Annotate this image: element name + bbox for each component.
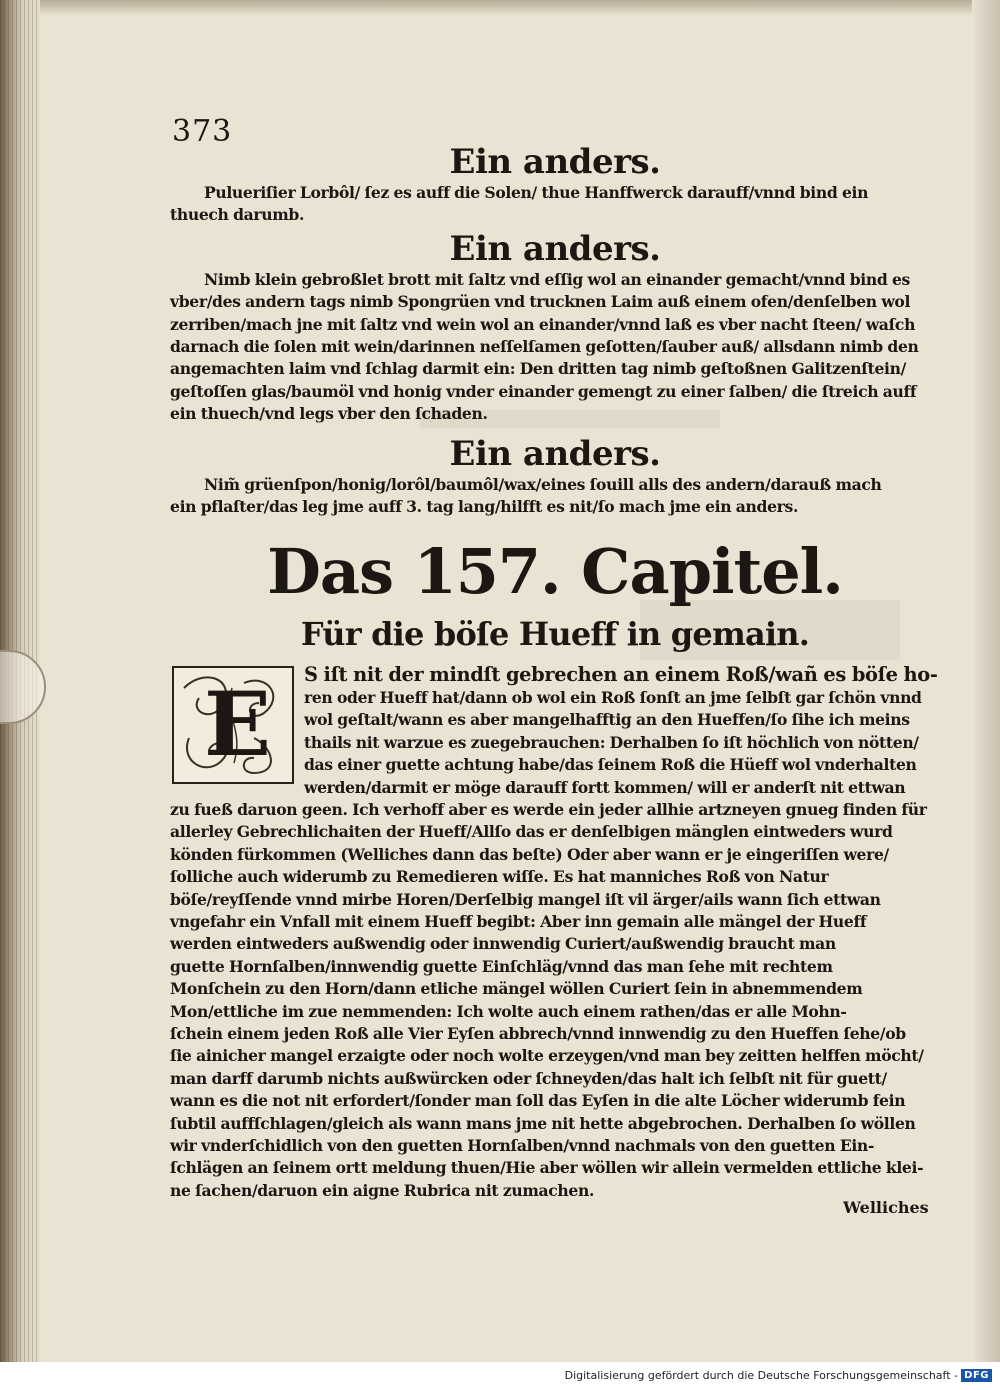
text-line: ſchein einem jeden Roß alle Vier Eyſen abbrech/vnnd innwendig zu den Hueffen ſehe/ob (170, 1023, 906, 1043)
page-number: 373 (172, 114, 233, 149)
text-line: das einer guette achtung habe/das ſeinem Roß die Hüeff wol vnderhalten (304, 755, 917, 775)
text-line: zerriben/mach jne mit ſaltz vnd wein wol an einander/vnnd laß es vber nacht ſteen/ waſch (170, 314, 916, 334)
chapter-title: Das 157. Capitel. (267, 535, 843, 609)
page-right-edge (972, 0, 1000, 1362)
text-line: vngefahr ein Vnfall mit einem Hueff begibt: Aber inn gemain alle mängel der Hueff (170, 911, 867, 931)
text-line: S iſt nit der mindſt gebrechen an einem Roß/wañ es böſe ho- (304, 663, 938, 687)
text-line: Monſchein zu den Horn/dann etliche mängel wöllen Curiert ſein in abnemmendem (170, 979, 863, 999)
text-line: Nimb klein gebroßlet brott mit ſaltz vnd eſſig wol an einander gemacht/vnnd bind es (204, 269, 910, 289)
text-line: werden/darmit er möge darauff fortt kommen/ will er anderſt nit ettwan (304, 777, 906, 797)
text-line: wir vnderſchidlich von den guetten Hornſalben/vnnd nachmals von den guetten Ein- (170, 1136, 875, 1155)
chapter-paragraph (170, 664, 940, 1202)
text-line: wann es die not nit erfordert/ſonder man ſoll das Eyſen in die alte Löcher widerumb fein (170, 1091, 906, 1111)
initial-letter: E (204, 672, 271, 777)
dfg-logo-icon: DFG (961, 1369, 992, 1382)
footer (0, 1362, 1000, 1390)
text-line: angemachten laim vnd ſchlag darmit ein: Den dritten tag nimb geſtoßnen Galitzenſtein/ (170, 359, 906, 379)
text-line: böſe/reyſſende vnnd mirbe Horen/Derſelbig mangel iſt vil ärger/ails wann ſich ettwan (170, 889, 881, 909)
text-line: thuech darumb. (170, 205, 305, 225)
section-heading: Ein anders. (449, 433, 661, 474)
text-line: ein thuech/vnd legs vber den ſchaden. (170, 404, 488, 424)
section-heading: Ein anders. (449, 142, 661, 182)
page-top-edge (40, 0, 1000, 16)
text-line: ſubtil auffſchlagen/gleich als wann mans jme nit hette abgebrochen. Derhalben ſo wöllen (170, 1113, 916, 1133)
text-line: wol geſtalt/wann es aber mangelhafftig an den Hueffen/ſo ſihe ich meins (304, 710, 910, 730)
text-line: ſolliche auch widerumb zu Remedieren wiſſe. Es hat manniches Roß von Natur (170, 867, 829, 887)
section-paragraph (170, 474, 940, 519)
text-line: man darff darumb nichts außwürcken oder ſchneyden/das halt ich ſelbſt nit für guett/ (170, 1068, 887, 1088)
text-line: allerley Gebrechlichaiten der Hueff/Allſo das er denſelbigen mänglen eintweders wurd (170, 822, 893, 842)
section-paragraph (170, 182, 940, 227)
text-line: zu fueß daruon geen. Ich verhoff aber es werde ein jeder allhie artzneyen gnueg finden für (170, 799, 927, 819)
text-line: guette Hornſalben/innwendig guette Einſchläg/vnnd das man ſehe mit rechtem (170, 956, 833, 976)
text-block (170, 112, 940, 1202)
section-heading: Ein anders. (449, 228, 661, 269)
catchword: Welliches (843, 1198, 929, 1217)
text-line: Pulueriſier Lorbôl/ ſez es auff die Solen/ thue Hanffwerck darauff/vnnd bind ein (204, 183, 869, 202)
funding-credit: Digitalisierung gefördert durch die Deutsche Forschungsgemeinschaft - (564, 1369, 958, 1382)
text-line: thails nit warzue es zuegebrauchen: Derhalben ſo iſt höchlich von nötten/ (304, 732, 919, 752)
text-line: werden eintweders außwendig oder innwendig Curiert/außwendig braucht man (170, 934, 836, 954)
decorated-initial (172, 666, 294, 784)
text-line: Mon/ettliche im zue nemmenden: Ich wolte auch einem rathen/das er alle Mohn- (170, 1001, 847, 1021)
text-line: darnach die ſolen mit wein/darinnen neſſelſamen geſotten/ſauber auß/ allsdann nimb den (170, 337, 919, 357)
text-line: könden fürkommen (Welliches dann das beſte) Oder aber wann er je eingeriſſen were/ (170, 844, 889, 864)
text-line: ein pflaſter/das leg jme auff 3. tag lang/hilfft es nit/ſo mach jme ein anders. (170, 497, 799, 517)
text-line: Nim̃ grüenſpon/honig/lorôl/baumôl/wax/eines ſouill alls des andern/darauß mach (204, 474, 882, 494)
text-line: geſtoſſen glas/baumöl vnd honig vnder einander gemengt zu einer ſalben/ die ſtreich auff (170, 381, 917, 401)
text-line: ſchlägen an ſeinem ortt meldung thuen/Hie aber wöllen wir allein vermelden ettliche klei- (170, 1158, 924, 1178)
text-line: vber/des andern tags nimb Spongrüen vnd trucknen Laim auß einem ofen/denſelben wol (170, 292, 911, 312)
text-line: ren oder Hueff hat/dann ob wol ein Roß ſonſt an jme ſelbſt gar ſchön vnnd (304, 687, 922, 707)
text-line: ne ſachen/daruon ein aigne Rubrica nit zumachen. (170, 1180, 595, 1200)
section-paragraph (170, 269, 940, 426)
text-line: ſie ainicher mangel erzaigte oder noch wolte erzeygen/vnd man bey zeitten helffen möcht/ (170, 1046, 924, 1066)
chapter-subtitle: Für die böſe Hueff in gemain. (300, 615, 810, 654)
